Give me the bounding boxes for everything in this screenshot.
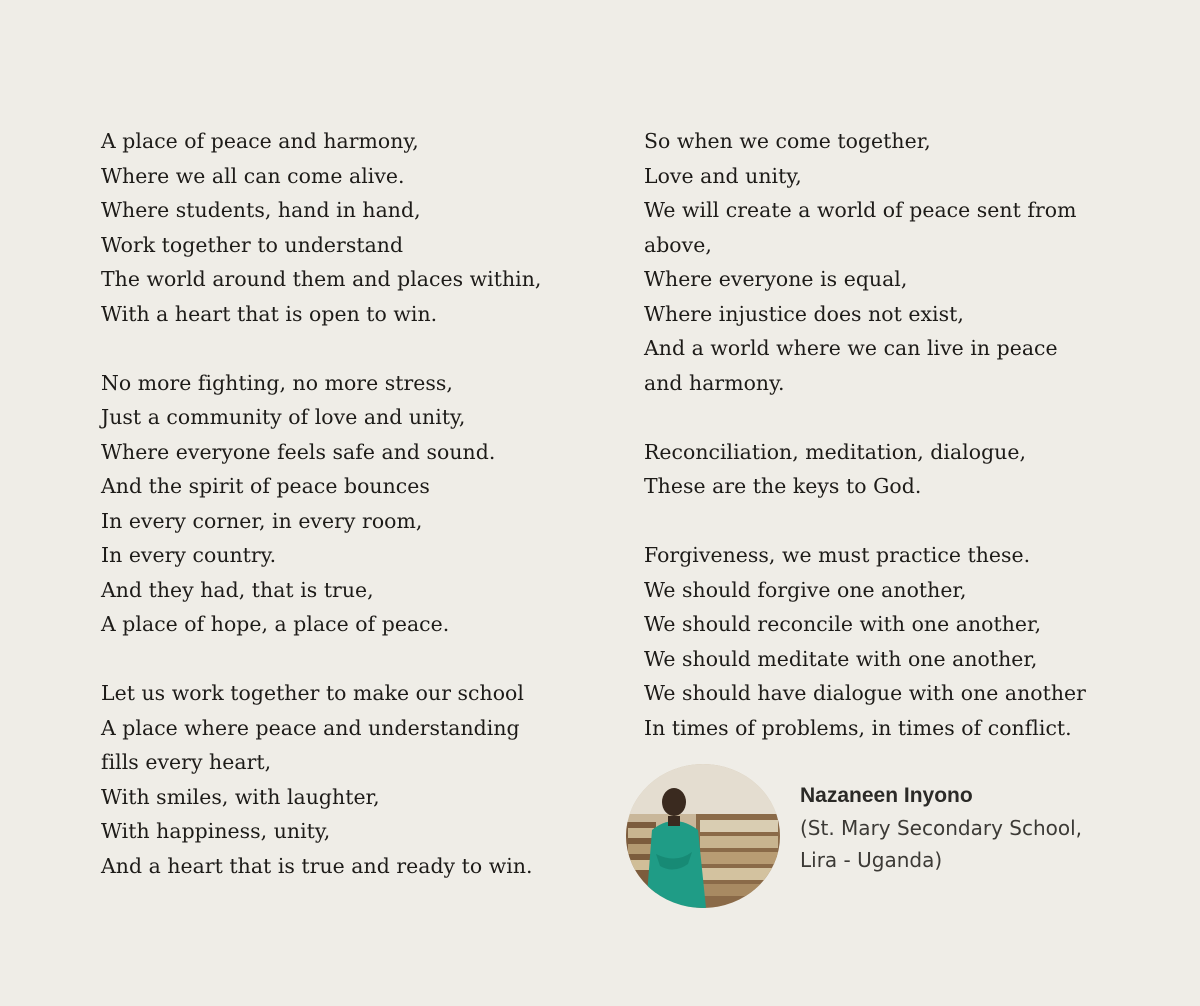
poem-line: Where students, hand in hand,: [101, 198, 421, 222]
poem-line: We should meditate with one another,: [644, 646, 1038, 671]
poem-line: And they had, that is true,: [101, 577, 374, 602]
poem-right-column: [644, 124, 1114, 780]
poem-line: We should forgive one another,: [644, 577, 967, 602]
author-text: [800, 780, 1082, 876]
poem-line: No more fighting, no more stress,: [101, 370, 453, 395]
poem-line: And the spirit of peace bounces: [101, 474, 430, 498]
poem-line: Just a community of love and unity,: [101, 405, 466, 429]
poem-line: And a heart that is true and ready to win.: [101, 853, 533, 878]
author-name: Nazaneen Inyono: [800, 784, 973, 807]
poem-stanza: [644, 124, 1114, 400]
poem-line: Love and unity,: [644, 163, 802, 188]
poem-line: So when we come together,: [644, 129, 931, 153]
poem-line: A place where peace and understanding: [101, 715, 520, 740]
poem-line: Reconciliation, meditation, dialogue,: [644, 439, 1027, 464]
poem-left-column: [101, 124, 571, 918]
poem-line: A place of peace and harmony,: [101, 129, 419, 153]
poem-line: We will create a world of peace sent from: [644, 198, 1077, 222]
author-block: [626, 764, 1146, 910]
author-affiliation-line1: (St. Mary Secondary School,: [800, 816, 1083, 840]
poem-line: In every corner, in every room,: [101, 508, 423, 533]
poem-stanza: [101, 366, 571, 642]
poem-line: And a world where we can live in peace: [644, 336, 1058, 360]
poem-line: Work together to understand: [101, 232, 404, 257]
poem-line: A place of hope, a place of peace.: [101, 612, 450, 636]
poem-line: We should reconcile with one another,: [644, 612, 1042, 636]
author-affiliation-line2: Lira - Uganda): [800, 848, 943, 872]
poem-line: Where injustice does not exist,: [644, 301, 964, 326]
poem-line: Where we all can come alive.: [101, 163, 405, 188]
poem-line: With smiles, with laughter,: [101, 784, 380, 809]
poem-line: Forgiveness, we must practice these.: [644, 543, 1031, 567]
poem-line: With a heart that is open to win.: [101, 301, 438, 326]
poem-line: Let us work together to make our school: [101, 681, 524, 705]
poem-line: Where everyone feels safe and sound.: [101, 439, 496, 464]
poem-line: and harmony.: [644, 370, 785, 395]
poem-line: The world around them and places within,: [101, 267, 542, 291]
author-photo-image: [626, 764, 780, 908]
poem-stanza: [101, 124, 571, 331]
poem-line: In times of problems, in times of conflict.: [644, 715, 1072, 740]
poem-line: We should have dialogue with one another: [644, 681, 1086, 705]
poem-line: These are the keys to God.: [644, 474, 922, 498]
poem-line: above,: [644, 232, 712, 257]
poem-line: fills every heart,: [101, 750, 272, 774]
poem-line: Where everyone is equal,: [644, 267, 908, 291]
poem-stanza: [101, 676, 571, 883]
poem-line: In every country.: [101, 543, 277, 567]
author-photo: [626, 764, 780, 908]
poem-stanza: [644, 538, 1114, 745]
poem-stanza: [644, 435, 1114, 504]
poem-line: With happiness, unity,: [101, 819, 331, 843]
